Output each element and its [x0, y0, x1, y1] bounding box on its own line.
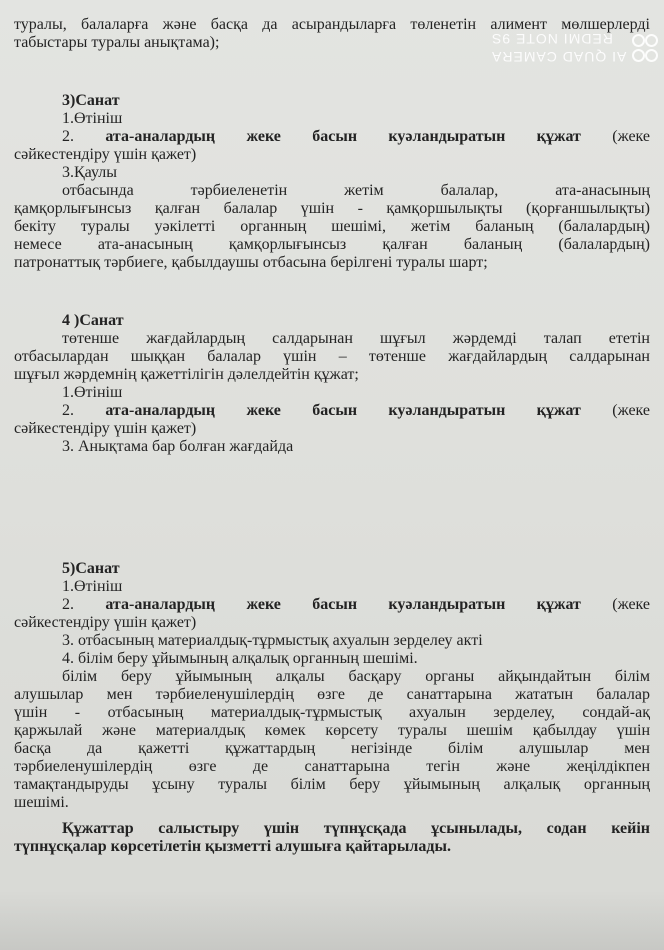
section-4-item-2-cont: сәйкестендіру үшін қажет) [14, 420, 197, 437]
section-5-item-4: 4. білім беру ұйымының алқалық органның шешімі. [62, 650, 418, 667]
section-3-para-line: қамқорлығынсыз қалған балалар үшін - қамқоршылықты (қорғаншылықты) [14, 200, 650, 217]
section-4-item-2-rest: (жеке [612, 402, 650, 419]
section-5-item-2-bold: ата-аналардың жеке басын куәландыратын құжат [105, 596, 581, 613]
section-5-para-line: тамақтандыруды ұсыну туралы білім беру ұйымының алқалық органның [14, 776, 650, 793]
section-3-item-2-bold: ата-аналардың жеке басын куәландыратын құжат [105, 128, 581, 145]
section-4-item-1: 1.Өтініш [62, 384, 123, 401]
section-3-para-line: немесе ата-анасының қамқорлығынсыз қалған баланың (балалардың) [14, 236, 650, 253]
section-3-heading: 3)Санат [62, 92, 120, 109]
section-5-para-line: тәрбиеленушілердің өзге де санаттарына тегін және жеңілдікпен [14, 758, 650, 775]
section-5-item-3: 3. отбасының материалдық-тұрмыстық ахуалын зерделеу акті [62, 632, 483, 649]
section-4-item-2 [14, 402, 650, 420]
section-4-para-line: шұғыл жәрдемнің қажеттілігін дәлелдейтін құжат; [14, 366, 359, 383]
section-5-para-line: басқа да қажетті құжаттардың негізінде білім алушылар мен [14, 740, 650, 757]
section-5-para-line: алушылар мен тәрбиеленушілердің өзге де санаттарына жататын балалар [14, 686, 650, 703]
section-4-para-line: отбасылардан шыққан балалар үшін – төтенше жағдайлардың салдарынан [14, 348, 650, 365]
section-3-para-line: патронаттық тәрбиеге, қабылдаушы отбасына берілгені туралы шарт; [14, 254, 488, 271]
camera-logo-icon [632, 34, 658, 74]
section-4-heading: 4 )Санат [62, 312, 124, 329]
section-4-item-3: 3. Анықтама бар болған жағдайда [62, 438, 294, 455]
section-3-para-line: бекіту туралы уәкілетті органның шешімі, жетім баланың (балалардың) [14, 218, 650, 235]
document-page [14, 16, 650, 856]
camera-watermark [491, 30, 626, 66]
section-4-item-2-bold: ата-аналардың жеке басын куәландыратын құжат [105, 402, 581, 419]
blank-space [14, 456, 650, 560]
photo-shadow [0, 890, 664, 950]
section-5-item-2-rest: (жеке [612, 596, 650, 613]
section-5-para-line: білім беру ұйымының алқалы басқару органы айқындайтын білім [62, 668, 650, 685]
section-5-item-2 [14, 596, 650, 614]
section-5-item-2-cont: сәйкестендіру үшін қажет) [14, 614, 197, 631]
section-3-item-2-rest: (жеке [612, 128, 650, 145]
section-3-item-2-cont: сәйкестендіру үшін қажет) [14, 146, 197, 163]
watermark-line-2: REDMI NOTE 9S [490, 31, 613, 47]
section-5-para-line: үшін - отбасының материалдық-тұрмыстық ахуалын зерделеу, сондай-ақ [14, 704, 650, 721]
top-line-2: табыстары туралы анықтама); [14, 34, 220, 51]
section-4-para-line: төтенше жағдайлардың салдарынан шұғыл жәрдемді талап ететін [62, 330, 650, 347]
section-4-item-2-num: 2. [62, 402, 74, 419]
section-3-item-3: 3.Қаулы [62, 164, 117, 181]
section-5-para-line: шешімі. [14, 794, 69, 811]
section-5-item-2-num: 2. [62, 596, 74, 613]
watermark-line-1: AI QUAD CAMERA [490, 49, 626, 65]
footer-note-line-1: Құжаттар салыстыру үшін түпнұсқада ұсынылады, содан кейін [62, 820, 650, 837]
section-3-item-2 [14, 128, 650, 146]
section-5-para-line: қаржылай және материалдық көмек көрсету туралы шешім қабылдау үшін [14, 722, 650, 739]
section-5-heading: 5)Санат [62, 560, 120, 577]
section-3-item-2-num: 2. [62, 128, 74, 145]
section-5-item-1: 1.Өтініш [62, 578, 123, 595]
top-line-1: туралы, балаларға және басқа да асырандыларға төленетін алимент мөлшерлерді [14, 16, 650, 33]
section-3-para-line: отбасында тәрбиеленетін жетім балалар, ата-анасының [62, 182, 650, 199]
footer-note-line-2: түпнұсқалар көрсетілетін қызметті алушыға қайтарылады. [14, 838, 451, 855]
section-3-item-1: 1.Өтініш [62, 110, 123, 127]
